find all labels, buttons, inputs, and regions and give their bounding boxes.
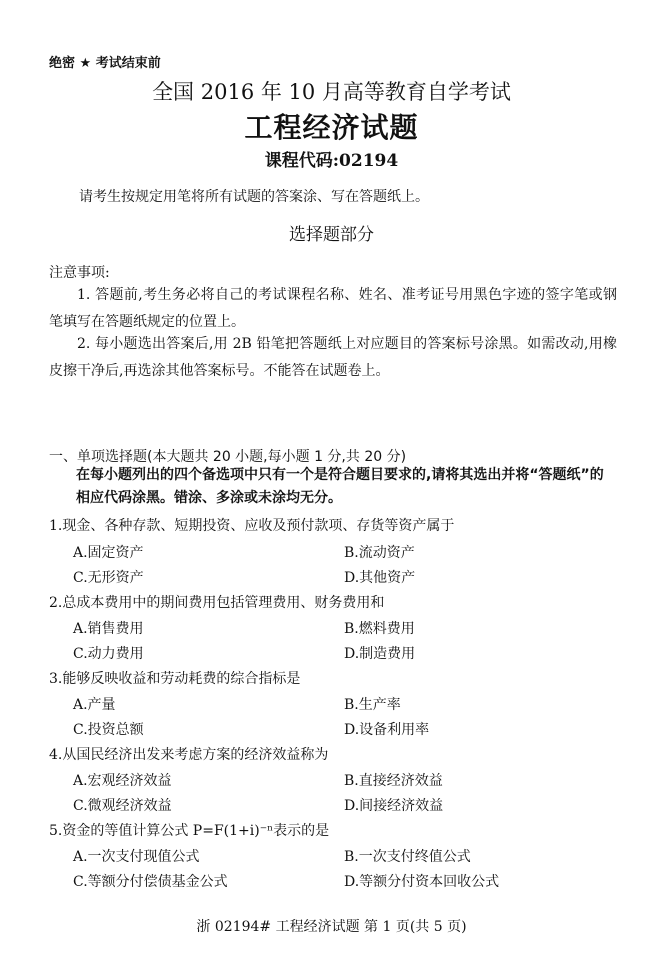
confidential-mark: 绝密 ★ 考试结束前 — [49, 56, 161, 71]
option-c: C.投资总额 — [73, 722, 144, 738]
option-b: B.流动资产 — [344, 545, 415, 561]
answer-instruction: 请考生按规定用笔将所有试题的答案涂、写在答题纸上。 — [79, 189, 429, 205]
option-d: D.制造费用 — [344, 646, 416, 662]
option-b: B.直接经济效益 — [344, 773, 443, 789]
option-c: C.等额分付偿债基金公式 — [73, 874, 228, 890]
option-c: C.无形资产 — [73, 570, 144, 586]
exam-title: 全国 2016 年 10 月高等教育自学考试 — [152, 80, 511, 104]
notes-title: 注意事项: — [49, 265, 110, 281]
option-b: B.生产率 — [344, 697, 401, 713]
option-a: A.固定资产 — [73, 545, 144, 561]
option-d: D.其他资产 — [344, 570, 416, 586]
option-c: C.动力费用 — [73, 646, 144, 662]
course-code: 课程代码:02194 — [264, 151, 399, 171]
option-a: A.一次支付现值公式 — [73, 849, 200, 865]
section-heading: 选择题部分 — [289, 225, 374, 245]
note-item: 1. 答题前,考生务必将自己的考试课程名称、姓名、准考证号用黑色字迹的签字笔或钢笔填写在答题纸规定的位置上。 — [49, 287, 617, 330]
question-stem: 3.能够反映收益和劳动耗费的综合指标是 — [49, 671, 301, 687]
part-description: 在每小题列出的四个备选项中只有一个是符合题目要求的,请将其选出并将“答题纸”的相应代码涂黑。错涂、多涂或未涂均无分。 — [76, 467, 604, 506]
page-footer: 浙 02194# 工程经济试题 第 1 页(共 5 页) — [196, 919, 467, 935]
question-stem: 2.总成本费用中的期间费用包括管理费用、财务费用和 — [49, 595, 385, 611]
note-item: 2. 每小题选出答案后,用 2B 铅笔把答题纸上对应题目的答案标号涂黑。如需改动,用橡皮擦干净后,再选涂其他答案标号。不能答在试题卷上。 — [49, 336, 617, 379]
part-heading: 一、单项选择题(本大题共 20 小题,每小题 1 分,共 20 分) — [49, 449, 407, 465]
option-a: A.销售费用 — [73, 621, 144, 637]
option-a: A.宏观经济效益 — [73, 773, 172, 789]
question-stem: 5.资金的等值计算公式 P=F(1+i)⁻ⁿ表示的是 — [49, 823, 330, 839]
option-a: A.产量 — [73, 697, 116, 713]
option-d: D.间接经济效益 — [344, 798, 444, 814]
question-stem: 1.现金、各种存款、短期投资、应收及预付款项、存货等资产属于 — [49, 518, 455, 534]
option-b: B.燃料费用 — [344, 621, 415, 637]
option-d: D.等额分付资本回收公式 — [344, 874, 500, 890]
question-stem: 4.从国民经济出发来考虑方案的经济效益称为 — [49, 747, 329, 763]
option-c: C.微观经济效益 — [73, 798, 172, 814]
option-b: B.一次支付终值公式 — [344, 849, 471, 865]
subject-title: 工程经济试题 — [244, 111, 419, 144]
option-d: D.设备利用率 — [344, 722, 430, 738]
